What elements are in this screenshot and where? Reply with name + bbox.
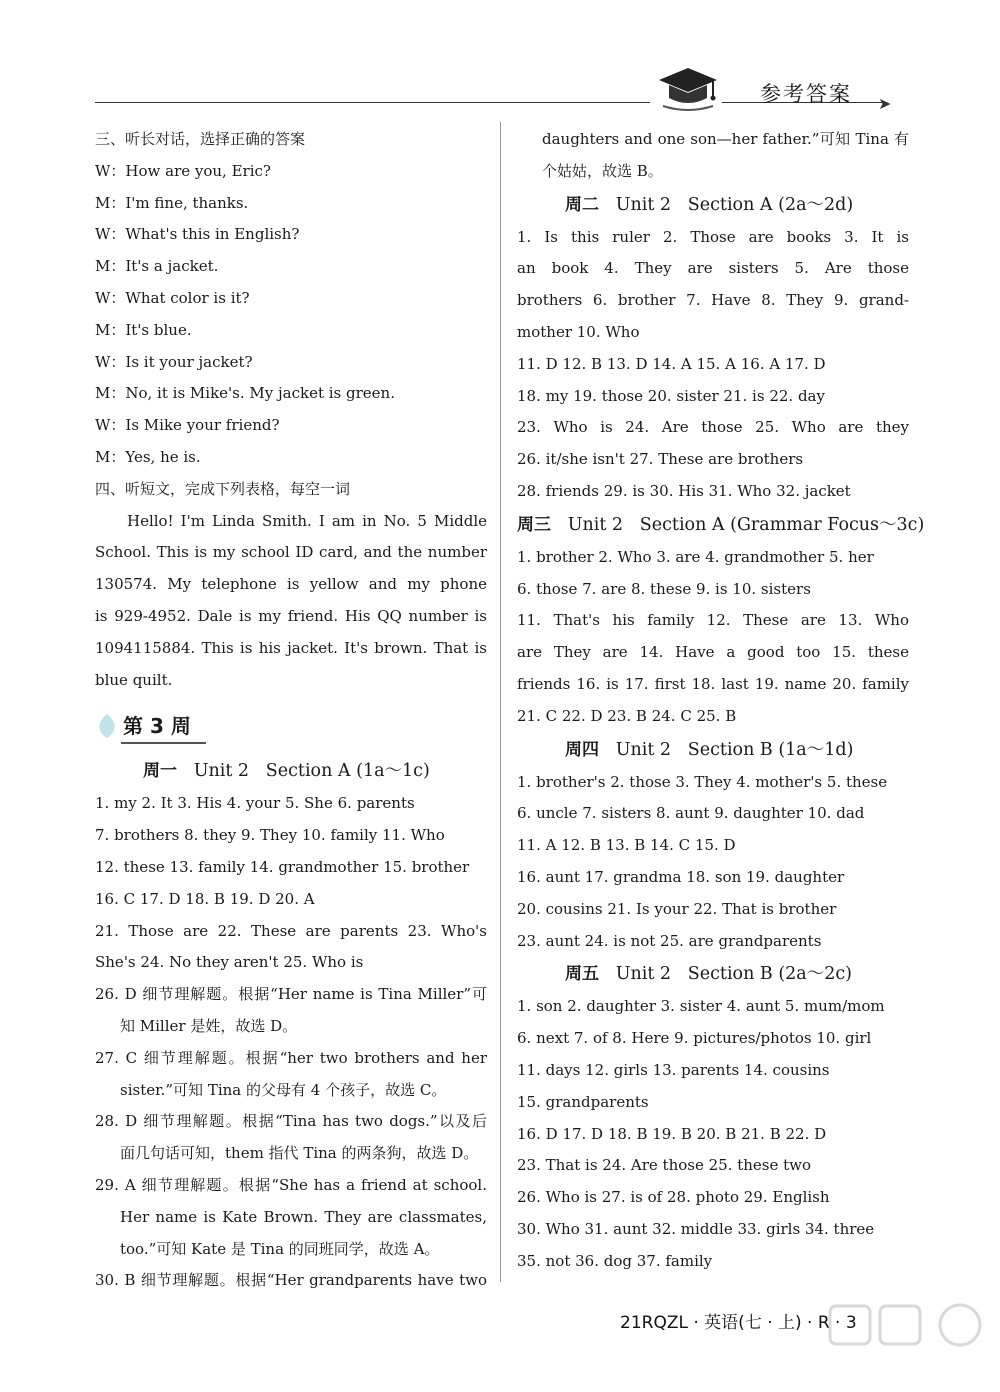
text-line: M：I'm fine, thanks. (95, 193, 249, 212)
answer-line: She's 24. No they aren't 25. Who is (95, 953, 364, 972)
answer-line: 26. Who is 27. is of 28. photo 29. English (517, 1188, 830, 1207)
text-line: W：What color is it? (95, 288, 250, 307)
left-column (95, 124, 487, 1297)
day-label: 周四 (565, 739, 599, 760)
unit-label: Unit 2 (567, 514, 624, 535)
answer-line: 1. son 2. daughter 3. sister 4. aunt 5. mum/mom (517, 997, 885, 1016)
answer-line: 12. these 13. family 14. grandmother 15. brother (95, 857, 470, 876)
answer-line: 11. D 12. B 13. D 14. A 15. A 16. A 17. D (517, 354, 826, 373)
day-label: 周三 (517, 514, 551, 535)
answer-line: 16. D 17. D 18. B 19. B 20. B 21. B 22. D (517, 1124, 827, 1143)
week-underline (121, 742, 206, 744)
answer-line: 30. Who 31. aunt 32. middle 33. girls 34. three (517, 1219, 875, 1238)
text-line: W：How are you, Eric? (95, 161, 271, 180)
section-label: Section A (1a～1c) (265, 761, 430, 782)
answer-line: 27. C 细节理解题。根据“her two brothers and her (95, 1048, 487, 1067)
answer-line: 29. A 细节理解题。根据“She has a friend at school. (95, 1175, 487, 1194)
answer-line: daughters and one son—her father.”可知 Tina 有 (542, 130, 909, 148)
answer-line: 1. Is this ruler 2. Those are books 3. It is (517, 227, 909, 246)
week-heading (95, 702, 487, 750)
text-line: 1094115884. This is his jacket. It's brown. That is (95, 638, 487, 657)
section-label: Section B (1a～1d) (687, 739, 854, 760)
column-divider (500, 122, 501, 1282)
answer-line: are They are 14. Have a good too 15. these (517, 643, 909, 662)
unit-label: Unit 2 (193, 761, 250, 782)
answer-line: 26. D 细节理解题。根据“Her name is Tina Miller”可 (95, 985, 487, 1004)
answer-line: 7. brothers 8. they 9. They 10. family 11. Who (95, 826, 445, 845)
header-arrow-icon: ➤ (878, 94, 892, 113)
text-line: School. This is my school ID card, and the number (95, 543, 487, 562)
text-line: W：Is Mike your friend? (95, 416, 280, 435)
day-heading-friday (517, 957, 909, 991)
answer-line: 23. Who is 24. Are those 25. Who are they (517, 418, 909, 437)
section-title: 三、听长对话，选择正确的答案 (95, 130, 306, 148)
page-footer: 21RQZL · 英语(七 · 上) · R · 3 (620, 1313, 857, 1333)
text-line: Hello! I'm Linda Smith. I am in No. 5 Middle (127, 511, 487, 530)
answer-line: friends 16. is 17. first 18. last 19. name 20. family (517, 674, 909, 693)
answer-line: an book 4. They are sisters 5. Are those (517, 259, 909, 278)
day-heading-monday (95, 754, 487, 788)
text-line: M：Yes, he is. (95, 447, 201, 466)
header-rule-left (95, 102, 650, 103)
unit-label: Unit 2 (615, 194, 672, 215)
answer-line: 20. cousins 21. Is your 22. That is brother (517, 899, 837, 918)
answer-line: 6. uncle 7. sisters 8. aunt 9. daughter 10. dad (517, 804, 865, 823)
text-line: 130574. My telephone is yellow and my phone (95, 575, 487, 594)
answer-line: 23. aunt 24. is not 25. are grandparents (517, 931, 822, 950)
answer-line: 21. Those are 22. These are parents 23. Who's (95, 921, 487, 940)
text-line: M：It's a jacket. (95, 257, 219, 276)
answer-line: 面几句话可知，them 指代 Tina 的两条狗，故选 D。 (120, 1144, 479, 1163)
day-label: 周一 (143, 761, 177, 782)
watermark-stamp (800, 1292, 1000, 1392)
answer-line: 26. it/she isn't 27. These are brothers (517, 450, 804, 469)
text-line: M：No, it is Mike's. My jacket is green. (95, 384, 395, 403)
text-line: blue quilt. (95, 670, 173, 689)
answer-line: 28. D 细节理解题。根据“Tina has two dogs.”以及后 (95, 1112, 487, 1131)
section-title: 四、听短文，完成下列表格，每空一词 (95, 479, 351, 498)
text-line: M：It's blue. (95, 320, 192, 339)
answer-line: 35. not 36. dog 37. family (517, 1251, 713, 1270)
unit-label: Unit 2 (615, 739, 672, 760)
day-label: 周二 (565, 194, 599, 215)
answer-line: Her name is Kate Brown. They are classmates, (120, 1207, 487, 1226)
header-title: 参考答案 (760, 82, 852, 106)
answer-line: 1. brother 2. Who 3. are 4. grandmother 5. her (517, 547, 874, 566)
day-label: 周五 (565, 964, 599, 985)
page-header (0, 0, 1000, 115)
answer-line: 1. brother's 2. those 3. They 4. mother's 5. these (517, 772, 888, 791)
leaf-icon (95, 712, 119, 740)
answer-line: 23. That is 24. Are those 25. these two (517, 1156, 812, 1175)
section-label: Section B (2a～2c) (687, 964, 852, 985)
answer-line: 11. A 12. B 13. B 14. C 15. D (517, 836, 736, 855)
answer-line: mother 10. Who (517, 322, 640, 341)
answer-line: 11. That's his family 12. These are 13. Who (517, 611, 909, 630)
answer-line: sister.”可知 Tina 的父母有 4 个孩子，故选 C。 (120, 1080, 447, 1099)
week-title: 第 3 周 (123, 714, 191, 739)
answer-line: 16. aunt 17. grandma 18. son 19. daughter (517, 867, 845, 886)
right-column (517, 124, 925, 1278)
day-heading-tuesday (517, 188, 909, 222)
answer-line: 知 Miller 是姓，故选 D。 (120, 1016, 298, 1035)
text-line: W：Is it your jacket? (95, 352, 253, 371)
answer-line: 11. days 12. girls 13. parents 14. cousins (517, 1060, 830, 1079)
answer-line: too.”可知 Kate 是 Tina 的同班同学，故选 A。 (120, 1239, 440, 1258)
answer-line: brothers 6. brother 7. Have 8. They 9. grand- (517, 291, 909, 310)
text-line: W：What's this in English? (95, 225, 300, 244)
answer-line: 18. my 19. those 20. sister 21. is 22. day (517, 386, 825, 405)
section-label: Section A (2a～2d) (687, 194, 854, 215)
answer-line: 个姑姑，故选 B。 (542, 161, 663, 180)
answer-line: 30. B 细节理解题。根据“Her grandparents have two (95, 1271, 487, 1290)
text-line: is 929-4952. Dale is my friend. His QQ number is (95, 606, 487, 625)
unit-label: Unit 2 (615, 964, 672, 985)
answer-line: 16. C 17. D 18. B 19. D 20. A (95, 889, 315, 908)
day-heading-wednesday (517, 508, 925, 542)
answer-line: 15. grandparents (517, 1092, 649, 1111)
graduation-cap-icon (655, 62, 721, 112)
day-heading-thursday (517, 733, 909, 767)
answer-line: 28. friends 29. is 30. His 31. Who 32. jacket (517, 481, 851, 500)
section-label: Section A (Grammar Focus～3c) (639, 514, 925, 535)
answer-line: 6. next 7. of 8. Here 9. pictures/photos 10. girl (517, 1029, 872, 1048)
answer-line: 1. my 2. It 3. His 4. your 5. She 6. parents (95, 794, 415, 813)
answer-line: 21. C 22. D 23. B 24. C 25. B (517, 706, 737, 725)
answer-line: 6. those 7. are 8. these 9. is 10. sisters (517, 579, 811, 598)
